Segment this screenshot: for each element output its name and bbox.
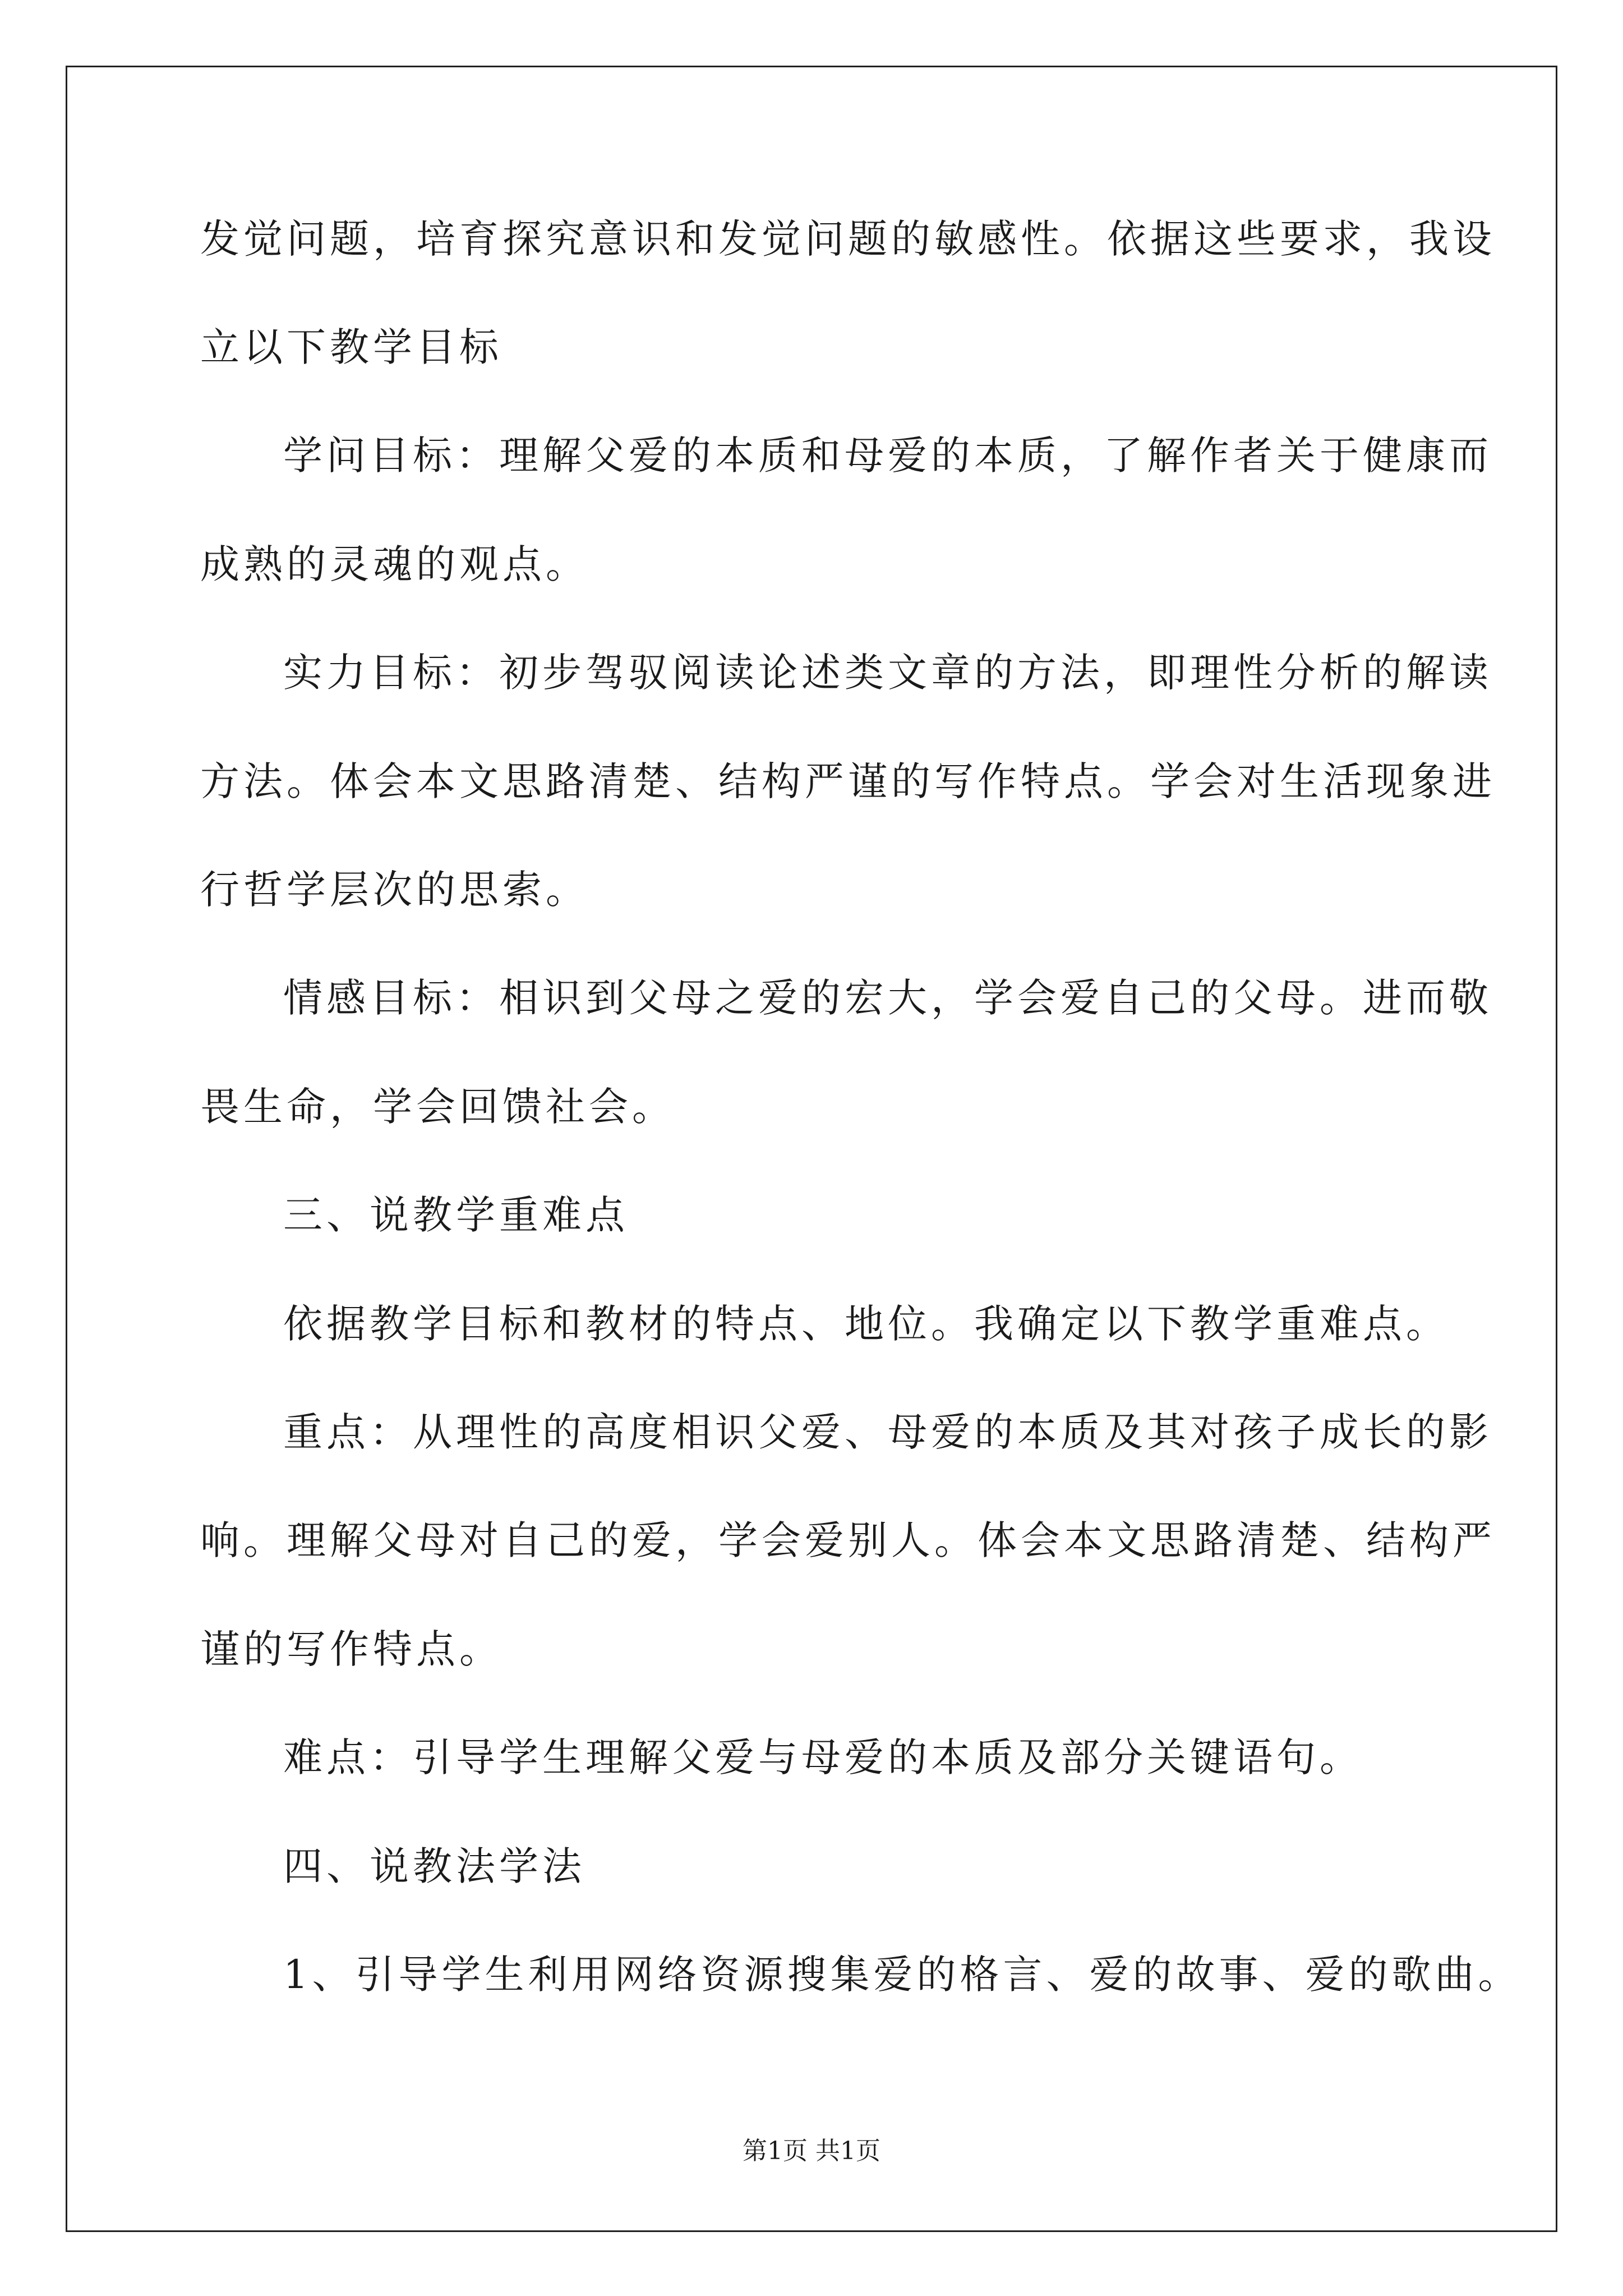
section-heading: 三、说教学重难点 (283, 1192, 629, 1238)
text-line: 学问目标：理解父爱的本质和母爱的本质，了解作者关于健康而 (283, 432, 1492, 478)
section-heading: 四、说教法学法 (283, 1843, 585, 1889)
text-line: 发觉问题，培育探究意识和发觉问题的敏感性。依据这些要求，我设 (200, 216, 1496, 262)
text-line: 畏生命，学会回馈社会。 (200, 1084, 675, 1130)
text-line: 行哲学层次的思索。 (200, 867, 589, 913)
text-line: 情感目标：相识到父母之爱的宏大，学会爱自己的父母。进而敬 (283, 975, 1492, 1021)
page-number: 第1页 共1页 (743, 2137, 880, 2165)
text-line: 响。理解父母对自己的爱，学会爱别人。体会本文思路清楚、结构严 (200, 1517, 1496, 1563)
text-line: 实力目标：初步驾驭阅读论述类文章的方法，即理性分析的解读 (283, 650, 1492, 696)
text-line: 1、引导学生利用网络资源搜集爱的格言、爱的故事、爱的歌曲。 (283, 1952, 1521, 1998)
text-line: 难点：引导学生理解父爱与母爱的本质及部分关键语句。 (283, 1734, 1363, 1780)
text-line: 方法。体会本文思路清楚、结构严谨的写作特点。学会对生活现象进 (200, 758, 1496, 804)
page-border (66, 66, 1557, 2232)
text-line: 重点：从理性的高度相识父爱、母爱的本质及其对孩子成长的影 (283, 1409, 1492, 1455)
text-line: 谨的写作特点。 (200, 1626, 502, 1672)
text-line: 立以下教学目标 (200, 324, 502, 370)
text-line: 成熟的灵魂的观点。 (200, 541, 589, 587)
text-line: 依据教学目标和教材的特点、地位。我确定以下教学重难点。 (283, 1301, 1449, 1347)
